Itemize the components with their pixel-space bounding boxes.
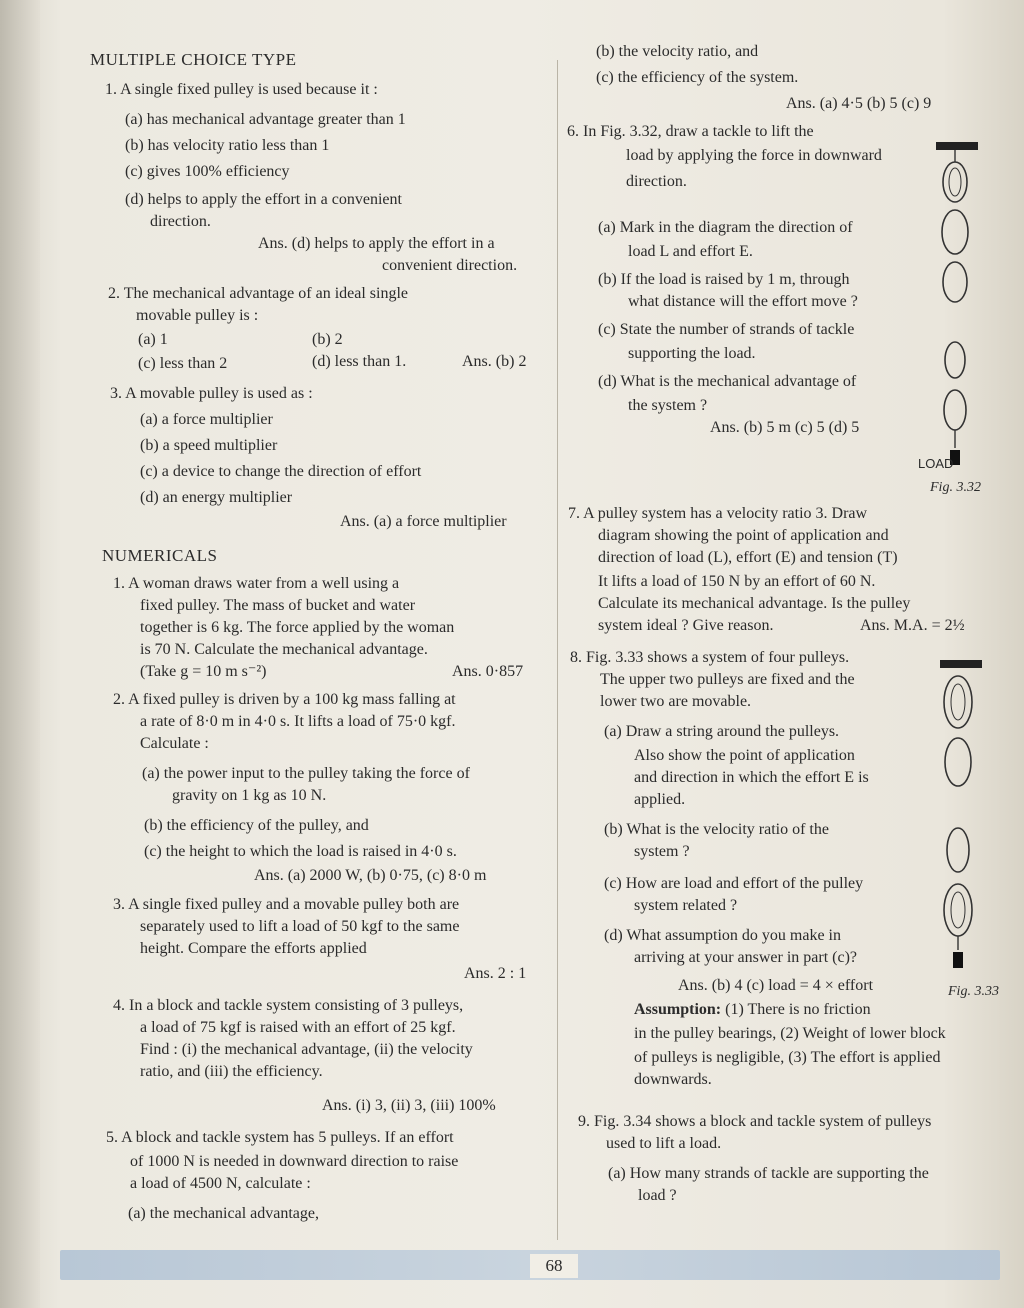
q3-option-d: (d) an energy multiplier	[140, 489, 293, 506]
r5-part-c: (c) the efficiency of the system.	[596, 69, 799, 86]
fig332-upper-pulley-3	[943, 262, 967, 302]
fig-3-32-pulley-diagram	[928, 120, 978, 465]
n5-line3: a load of 4500 N, calculate :	[130, 1175, 311, 1192]
r9-line1: 9. Fig. 3.34 shows a block and tackle system of pulleys	[578, 1113, 932, 1130]
q3-option-a: (a) a force multiplier	[140, 411, 273, 428]
n4-answer: Ans. (i) 3, (ii) 3, (iii) 100%	[322, 1097, 496, 1114]
r9-part-a-cont: load ?	[638, 1187, 677, 1204]
r8-answer: Ans. (b) 4 (c) load = 4 × effort	[678, 977, 874, 994]
fig333-lower-pulley-2-inner	[951, 892, 965, 928]
q1-option-a: (a) has mechanical advantage greater than 1	[125, 111, 406, 128]
n3-line2: separately used to lift a load of 50 kgf to the same	[140, 918, 460, 935]
r8-assumption-3: of pulleys is negligible, (3) The effort is applied	[634, 1049, 941, 1066]
r6-answer: Ans. (b) 5 m (c) 5 (d) 5	[710, 419, 860, 436]
n5-line1: 5. A block and tackle system has 5 pulleys. If an effort	[106, 1129, 454, 1146]
r7-line5: Calculate its mechanical advantage. Is the pulley	[598, 595, 911, 612]
r8-part-c: (c) How are load and effort of the pulley	[604, 875, 864, 892]
r8-part-d: (d) What assumption do you make in	[604, 927, 841, 944]
q2-stem: 2. The mechanical advantage of an ideal single	[108, 285, 409, 302]
q2-stem-cont: movable pulley is :	[136, 307, 259, 324]
r7-answer: Ans. M.A. = 2½	[860, 617, 965, 634]
n2-part-b: (b) the efficiency of the pulley, and	[144, 817, 369, 834]
r9-part-a: (a) How many strands of tackle are supporting the	[608, 1165, 929, 1182]
r7-line2: diagram showing the point of application and	[598, 527, 889, 544]
r8-line3: lower two are movable.	[600, 693, 752, 710]
r8-assumption-4: downwards.	[634, 1071, 712, 1088]
n4-line3: Find : (i) the mechanical advantage, (ii) the velocity	[140, 1041, 473, 1058]
q1-option-d: (d) helps to apply the effort in a convenient	[125, 191, 402, 208]
q2-option-b: (b) 2	[312, 331, 343, 348]
r8-part-a-2: Also show the point of application	[634, 747, 855, 764]
r7-line4: It lifts a load of 150 N by an effort of 60 N.	[598, 573, 876, 590]
r8-part-b: (b) What is the velocity ratio of the	[604, 821, 829, 838]
fig333-upper-pulley-2	[945, 738, 971, 786]
r8-assumption-1	[634, 1000, 871, 1020]
q3-stem: 3. A movable pulley is used as :	[110, 385, 313, 402]
r6-line1: 6. In Fig. 3.32, draw a tackle to lift the	[567, 123, 814, 140]
q2-option-a: (a) 1	[138, 331, 168, 348]
r6-part-d-cont: the system ?	[628, 397, 708, 414]
r6-line2: load by applying the force in downward	[626, 147, 882, 164]
q1-option-c: (c) gives 100% efficiency	[125, 163, 290, 180]
fig332-lower-pulley-2	[944, 390, 966, 430]
q2-option-c: (c) less than 2	[138, 355, 228, 372]
n2-line1: 2. A fixed pulley is driven by a 100 kg mass falling at	[113, 691, 456, 708]
page-number: 68	[530, 1254, 578, 1278]
r8-part-d-cont: arriving at your answer in part (c)?	[634, 949, 858, 966]
numericals-heading: NUMERICALS	[102, 546, 218, 565]
r6-part-c: (c) State the number of strands of tackle	[598, 321, 855, 338]
n2-line2: a rate of 8·0 m in 4·0 s. It lifts a load of 75·0 kgf.	[140, 713, 456, 730]
fig332-ceiling	[936, 142, 978, 150]
q2-answer: Ans. (b) 2	[462, 353, 527, 370]
fig-3-33-pulley-diagram	[932, 650, 982, 985]
n5-line2: of 1000 N is needed in downward direction to raise	[130, 1153, 459, 1170]
q3-option-c: (c) a device to change the direction of effort	[140, 463, 422, 480]
r7-line1: 7. A pulley system has a velocity ratio 3. Draw	[568, 505, 868, 522]
n3-answer: Ans. 2 : 1	[464, 965, 527, 982]
n1-answer: Ans. 0·857	[452, 663, 524, 680]
q1-option-d-cont: direction.	[150, 213, 211, 230]
q3-option-b: (b) a speed multiplier	[140, 437, 278, 454]
fig333-upper-pulley-1-inner	[951, 684, 965, 720]
r7-line3: direction of load (L), effort (E) and tension (T)	[598, 549, 898, 566]
r8-part-b-cont: system ?	[634, 843, 690, 860]
r8-line2: The upper two pulleys are fixed and the	[600, 671, 855, 688]
r6-part-a: (a) Mark in the diagram the direction of	[598, 219, 853, 236]
r8-part-c-cont: system related ?	[634, 897, 738, 914]
r5-answer: Ans. (a) 4·5 (b) 5 (c) 9	[786, 95, 932, 112]
assumption-label: Assumption:	[634, 1001, 722, 1018]
mc-heading: MULTIPLE CHOICE TYPE	[90, 50, 297, 69]
n2-line3: Calculate :	[140, 735, 209, 752]
q2-option-d: (d) less than 1.	[312, 353, 407, 370]
n2-part-a: (a) the power input to the pulley taking the force of	[142, 765, 470, 782]
q3-answer: Ans. (a) a force multiplier	[340, 513, 507, 530]
r8-part-a-4: applied.	[634, 791, 686, 808]
r6-part-a-cont: load L and effort E.	[628, 243, 753, 260]
fig333-caption: Fig. 3.33	[948, 984, 999, 999]
r8-part-a: (a) Draw a string around the pulleys.	[604, 723, 840, 740]
r8-assumption-2: in the pulley bearings, (2) Weight of lower block	[634, 1025, 946, 1042]
r6-line3: direction.	[626, 173, 687, 190]
n2-answer: Ans. (a) 2000 W, (b) 0·75, (c) 8·0 m	[254, 867, 487, 884]
column-divider	[557, 60, 558, 1240]
fig332-lower-pulley-1	[945, 342, 965, 378]
q1-option-b: (b) has velocity ratio less than 1	[125, 137, 330, 154]
n4-line4: ratio, and (iii) the efficiency.	[140, 1063, 323, 1080]
n2-part-a-cont: gravity on 1 kg as 10 N.	[172, 787, 327, 804]
n1-line1: 1. A woman draws water from a well using a	[113, 575, 400, 592]
q1-answer: Ans. (d) helps to apply the effort in a	[258, 235, 495, 252]
n1-line2: fixed pulley. The mass of bucket and water	[140, 597, 416, 614]
fig333-lower-pulley-1	[947, 828, 969, 872]
n1-line4: is 70 N. Calculate the mechanical advantage.	[140, 641, 428, 658]
r6-part-c-cont: supporting the load.	[628, 345, 756, 362]
fig333-load-block	[953, 952, 963, 968]
n4-line1: 4. In a block and tackle system consisting of 3 pulleys,	[113, 997, 464, 1014]
n4-line2: a load of 75 kgf is raised with an effort of 25 kgf.	[140, 1019, 456, 1036]
r8-line1: 8. Fig. 3.33 shows a system of four pulleys.	[570, 649, 850, 666]
r8-part-a-3: and direction in which the effort E is	[634, 769, 869, 786]
fig332-upper-pulley-1-inner	[949, 168, 961, 196]
page-left-edge	[0, 0, 40, 1308]
q1-stem: 1. A single fixed pulley is used because it :	[105, 81, 378, 98]
fig332-upper-pulley-2	[942, 210, 968, 254]
fig332-caption: Fig. 3.32	[930, 480, 981, 495]
r6-part-d: (d) What is the mechanical advantage of	[598, 373, 857, 390]
r6-part-b: (b) If the load is raised by 1 m, through	[598, 271, 850, 288]
q1-answer-cont: convenient direction.	[382, 257, 518, 274]
n5-part-a: (a) the mechanical advantage,	[128, 1205, 319, 1222]
r9-line2: used to lift a load.	[606, 1135, 722, 1152]
n1-line5: (Take g = 10 m s⁻²)	[140, 663, 267, 680]
r7-line6: system ideal ? Give reason.	[598, 617, 774, 634]
n3-line3: height. Compare the efforts applied	[140, 940, 367, 957]
n3-line1: 3. A single fixed pulley and a movable pulley both are	[113, 896, 460, 913]
fig333-ceiling	[940, 660, 982, 668]
r5-part-b: (b) the velocity ratio, and	[596, 43, 759, 60]
n2-part-c: (c) the height to which the load is raised in 4·0 s.	[144, 843, 457, 860]
n1-line3: together is 6 kg. The force applied by the woman	[140, 619, 455, 636]
assumption-text-1: (1) There is no friction	[721, 1001, 871, 1018]
fig332-load-label: LOAD	[918, 456, 954, 471]
r6-part-b-cont: what distance will the effort move ?	[628, 293, 858, 310]
